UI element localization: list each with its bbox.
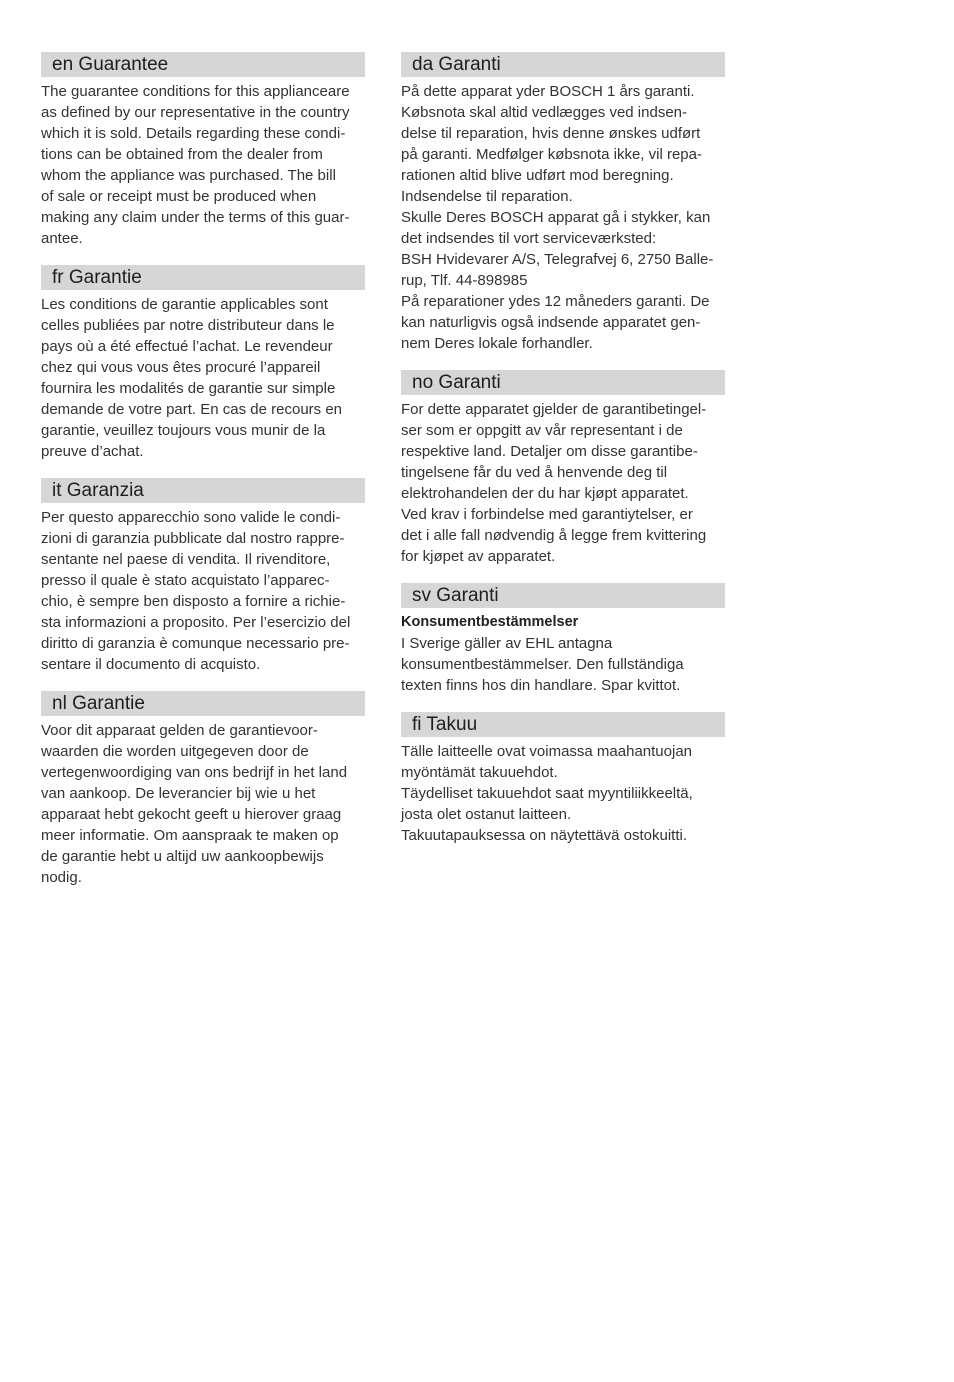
text-line: making any claim under the terms of this guar- [41,209,350,226]
text-line: Täydelliset takuuehdot saat myyntiliikkeeltä, [401,785,693,802]
section-fi [401,712,725,846]
section-heading: it Garanzia [41,478,365,503]
text-line: konsumentbestämmelser. Den fullständiga [401,656,684,673]
text-line: myöntämät takuuehdot. [401,764,558,781]
text-line: zioni di garanzia pubblicate dal nostro rappre- [41,530,345,547]
text-line: nodig. [41,869,82,886]
text-line: whom the appliance was purchased. The bill [41,167,336,184]
text-line: preuve d’achat. [41,443,144,460]
section-fr [41,265,365,462]
text-line: for kjøpet av apparatet. [401,548,556,565]
text-line: tions can be obtained from the dealer from [41,146,323,163]
left-column [41,52,365,904]
text-line: det i alle fall nødvendig å legge frem kvittering [401,527,707,544]
section-nl [41,691,365,888]
text-line: rationen altid blive udført mod beregning. [401,167,674,184]
text-line: de garantie hebt u altijd uw aankoopbewijs [41,848,324,865]
section-heading: fr Garantie [41,265,365,290]
text-line: texten finns hos din handlare. Spar kvittot. [401,677,681,694]
section-da [401,52,725,354]
section-body-lines [401,633,725,696]
text-line: Per questo apparecchio sono valide le condi- [41,509,341,526]
text-line: For dette apparatet gjelder de garantibetingel- [401,401,707,418]
text-line: of sale or receipt must be produced when [41,188,317,205]
section-body [401,741,725,846]
text-line: kan naturligvis også indsende apparatet gen- [401,314,701,331]
section-body [41,720,365,888]
text-line: garantie, veuillez toujours vous munir de la [41,422,326,439]
section-heading: nl Garantie [41,691,365,716]
section-heading: fi Takuu [401,712,725,737]
section-body [41,294,365,462]
text-line: pays où a été effectué l’achat. Le revendeur [41,338,333,355]
text-line: sentare il documento di acquisto. [41,656,261,673]
section-no [401,370,725,567]
text-line: rup, Tlf. 44-898985 [401,272,528,289]
section-body [41,81,365,249]
text-line: waarden die worden uitgegeven door de [41,743,309,760]
text-line: Købsnota skal altid vedlægges ved indsen- [401,104,687,121]
text-line: demande de votre part. En cas de recours en [41,401,343,418]
section-body [41,507,365,675]
text-line: celles publiées par notre distributeur dans le [41,317,335,334]
text-line: På reparationer ydes 12 måneders garanti. De [401,293,710,310]
text-line: BSH Hvidevarer A/S, Telegrafvej 6, 2750 Balle- [401,251,714,268]
text-line: Voor dit apparaat gelden de garantievoor- [41,722,318,739]
section-heading: en Guarantee [41,52,365,77]
text-line: sentante nel paese di vendita. Il rivenditore, [41,551,331,568]
text-line: på garanti. Medfølger købsnota ikke, vil repa- [401,146,702,163]
text-line: diritto di garanzia è comunque necessario pre- [41,635,350,652]
section-body [401,612,725,696]
text-line: nem Deres lokale forhandler. [401,335,593,352]
text-line: Les conditions de garantie applicables sont [41,296,328,313]
text-line: respektive land. Detaljer om disse garantibe- [401,443,698,460]
text-line: apparaat hebt gekocht geeft u hierover graag [41,806,342,823]
text-line: The guarantee conditions for this applianceare [41,83,350,100]
section-body [401,399,725,567]
text-line: josta olet ostanut laitteen. [401,806,572,823]
text-line: meer informatie. Om aanspraak te maken op [41,827,339,844]
section-heading: da Garanti [401,52,725,77]
section-it [41,478,365,675]
text-line: I Sverige gäller av EHL antagna [401,635,613,652]
text-line: På dette apparat yder BOSCH 1 års garanti. [401,83,695,100]
text-line: chio, è sempre ben disposto a fornire a richie- [41,593,346,610]
text-line: as defined by our representative in the country [41,104,350,121]
text-line: elektrohandelen der du har kjøpt apparatet. [401,485,689,502]
text-line: van aankoop. De leverancier bij wie u het [41,785,316,802]
section-en [41,52,365,249]
text-line: Skulle Deres BOSCH apparat gå i stykker, kan [401,209,711,226]
right-column [401,52,725,862]
text-line: fournira les modalités de garantie sur simple [41,380,336,397]
text-line: Indsendelse til reparation. [401,188,573,205]
text-line: antee. [41,230,83,247]
section-subheading: Konsumentbestämmelser [401,614,579,630]
text-line: presso il quale è stato acquistato l’apparec- [41,572,330,589]
section-body [401,81,725,354]
text-line: vertegenwoordiging van ons bedrijf in het land [41,764,348,781]
section-heading: no Garanti [401,370,725,395]
text-line: sta informazioni a proposito. Per l’esercizio del [41,614,351,631]
text-line: which it is sold. Details regarding these condi- [41,125,346,142]
text-line: Ved krav i forbindelse med garantiytelser, er [401,506,693,523]
text-line: tingelsene får du ved å henvende deg til [401,464,668,481]
text-line: ser som er oppgitt av vår representant i de [401,422,683,439]
text-line: Takuutapauksessa on näytettävä ostokuitti. [401,827,688,844]
section-heading: sv Garanti [401,583,725,608]
text-line: delse til reparation, hvis denne ønskes udført [401,125,701,142]
section-sv [401,583,725,696]
text-line: chez qui vous vous êtes procuré l’appareil [41,359,321,376]
text-line: det indsendes til vort serviceværksted: [401,230,657,247]
text-line: Tälle laitteelle ovat voimassa maahantuojan [401,743,692,760]
